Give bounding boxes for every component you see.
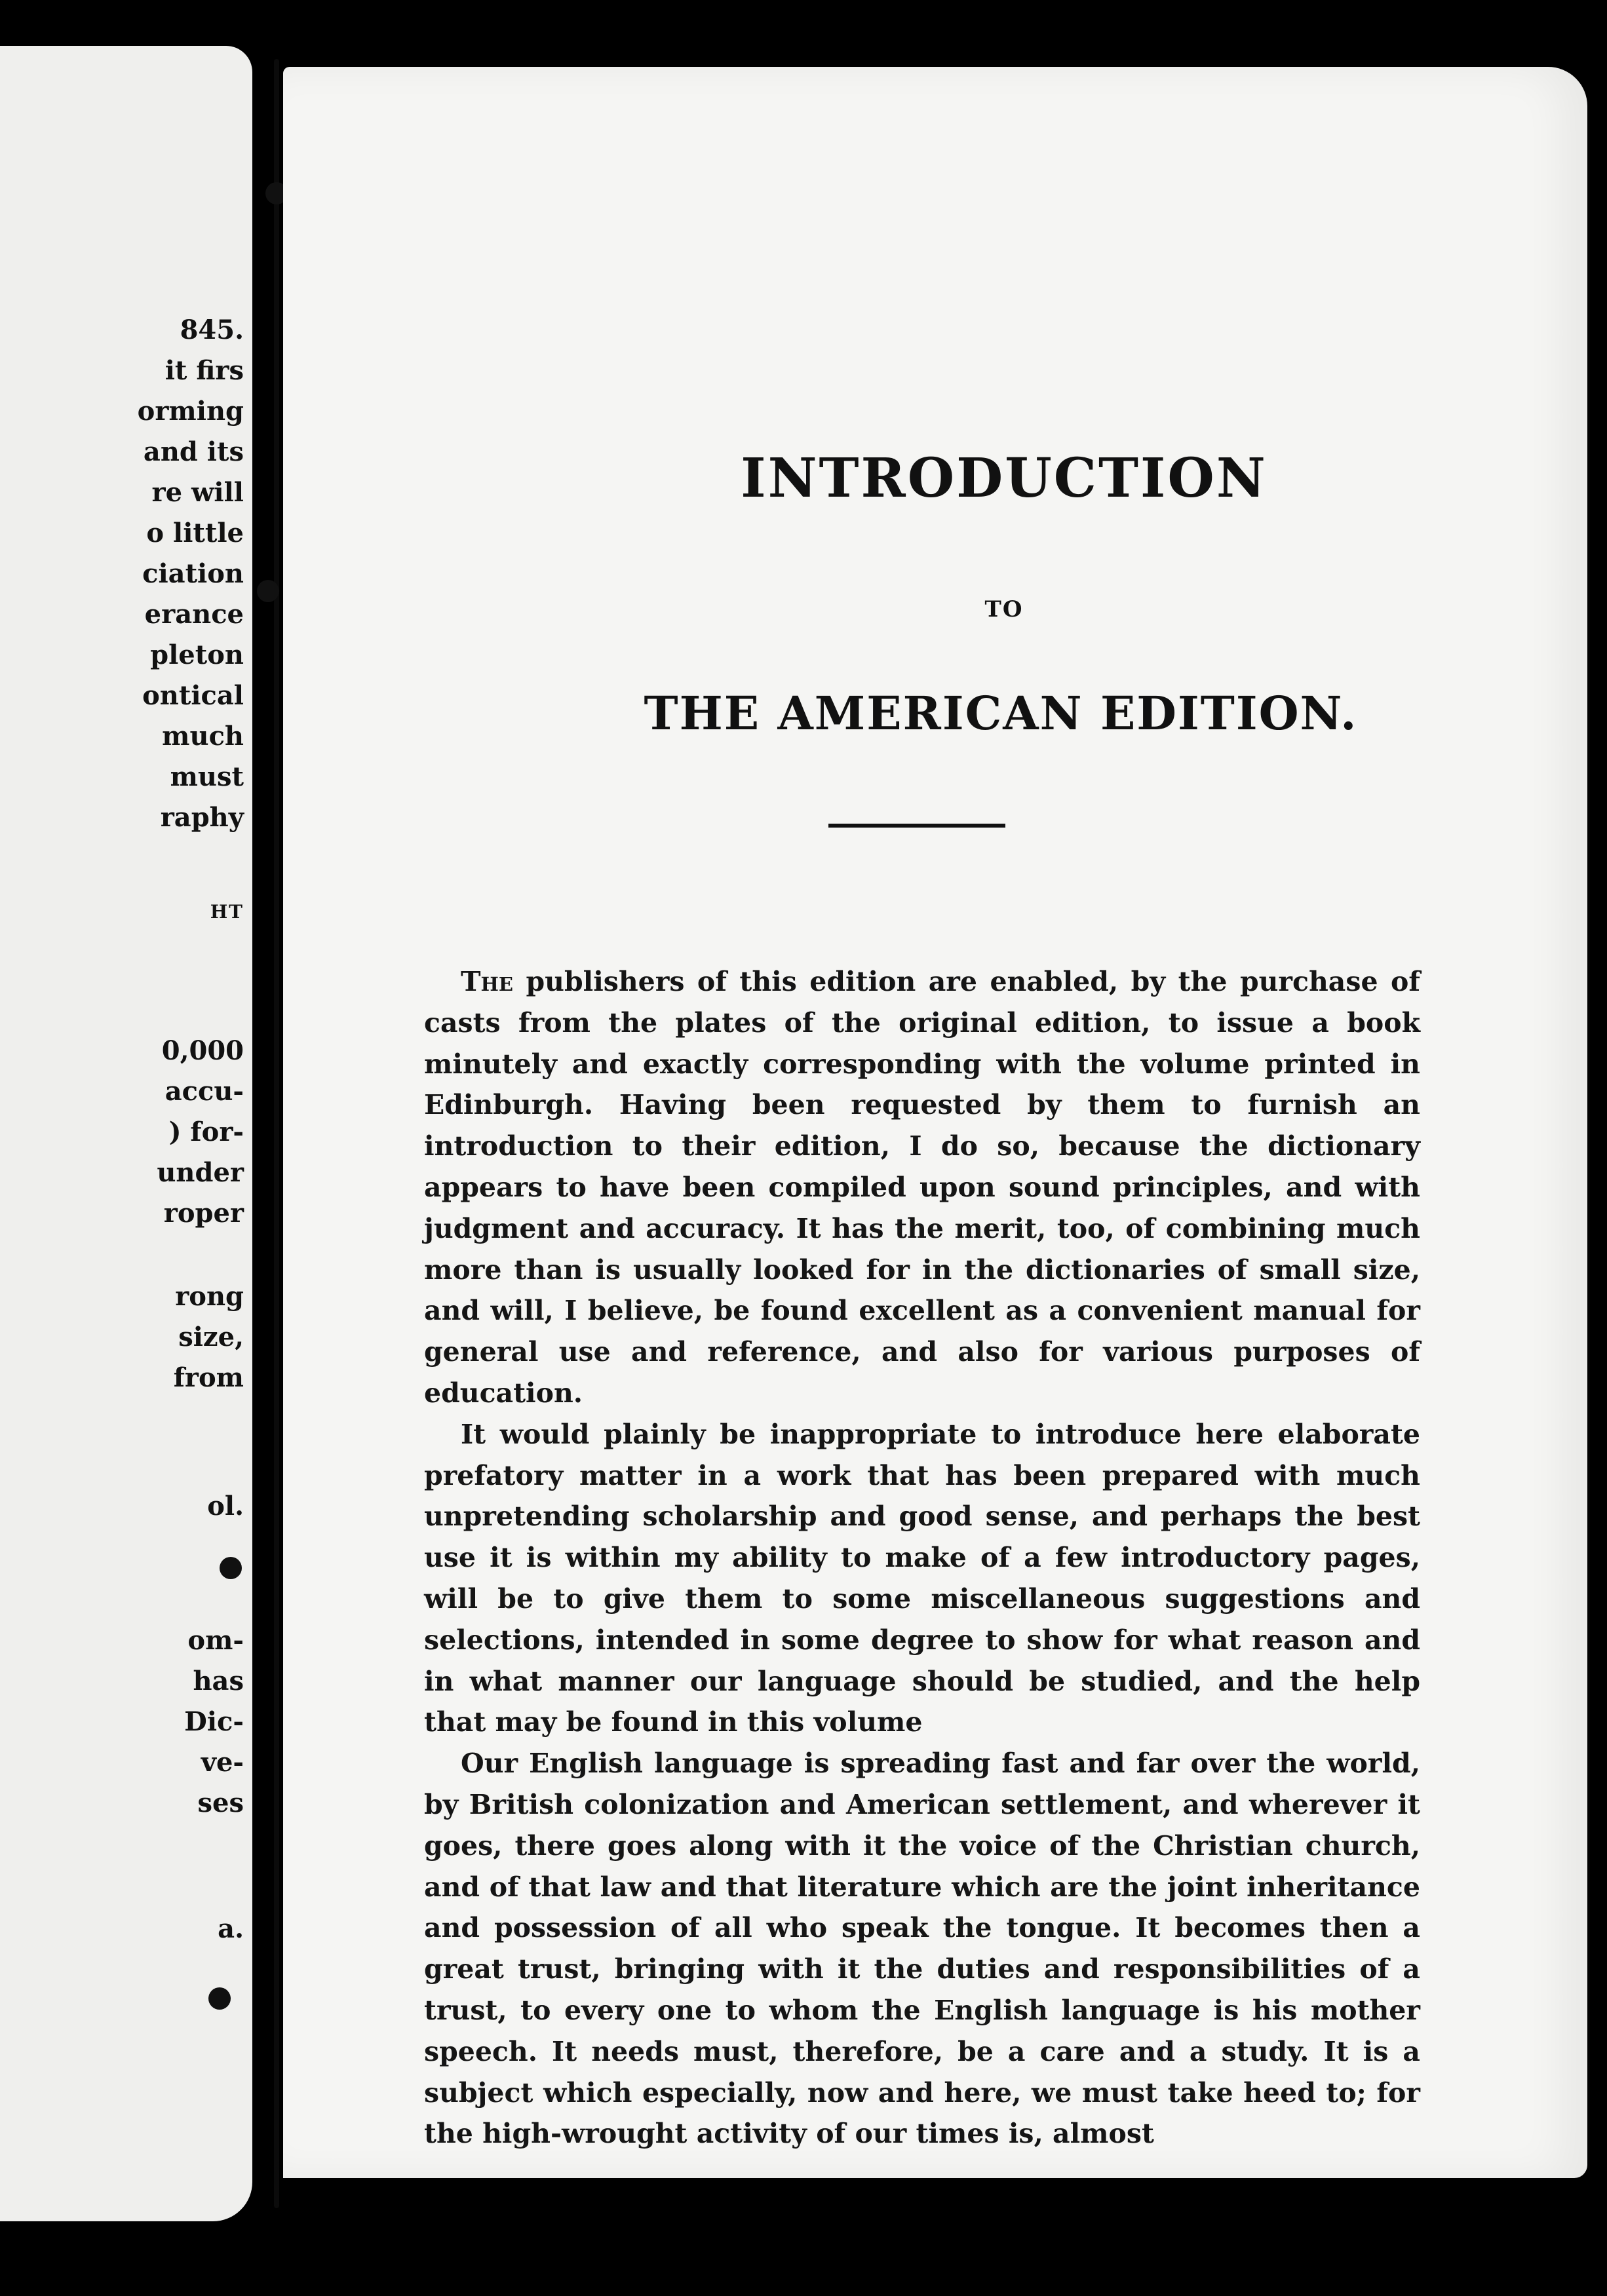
left-fragment: 0,000 — [161, 1035, 244, 1066]
heading-rule — [828, 824, 1005, 828]
left-fragment: much — [162, 721, 244, 752]
left-page — [0, 46, 252, 2221]
left-fragment: a. — [218, 1913, 244, 1944]
paragraph-text: publishers of this edition are enabled, by the purchase of casts from the plates of the original edition, to issue a book minutely and exactly corresponding with the volume printed in Edinburgh. Having been requested by them to furnish an introduction to their edition, I do so, because the dictionary appears to have been compiled upon sound principles, and with judgment and accuracy. It has the merit, too, of combining much more than is usually looked for in the dictionaries of small size, and will, I believe, be found excellent as a convenient manual for general use and reference, and also for various purposes of education. — [424, 966, 1420, 1409]
paragraph-2 — [424, 1414, 1420, 1743]
paragraph-lead: The — [461, 966, 514, 997]
left-fragment: Dic- — [184, 1706, 244, 1737]
left-fragment: rong — [175, 1281, 244, 1312]
paragraph-3 — [424, 1743, 1420, 2154]
left-fragment: from — [173, 1362, 244, 1393]
left-fragment: om- — [187, 1625, 244, 1656]
left-fragment: ) for- — [168, 1117, 244, 1147]
left-fragment: size, — [178, 1322, 244, 1352]
heading-introduction: INTRODUCTION — [741, 447, 1268, 510]
left-fragment: must — [170, 761, 244, 792]
binding-knot — [257, 580, 279, 602]
left-fragment: orming — [137, 396, 244, 427]
paragraph-1 — [424, 961, 1420, 1414]
left-fragment: and its — [143, 436, 244, 467]
book-spine — [274, 59, 279, 2208]
binding-knot — [208, 1987, 231, 2010]
left-fragment: 845. — [180, 315, 244, 345]
paragraph-text: Our English language is spreading fast and far over the world, by British colonization and American settlement, and wherever it goes, there goes along with it the voice of the Christian church, and of that law and that literature which are the joint inheritance and possession of all who speak the tongue. It becomes then a great trust, bringing with it the duties and responsibilities of a trust, to every one to whom the English language is his mother speech. It needs must, therefore, be a care and a study. It is a subject which especially, now and here, we must take heed to; for the high-wrought activity of our times is, almost — [424, 1748, 1420, 2150]
left-fragment: ciation — [142, 558, 244, 589]
left-fragment: ol. — [207, 1491, 244, 1521]
left-fragment: roper — [163, 1198, 244, 1229]
left-fragment: ve- — [201, 1747, 244, 1778]
introduction-body — [424, 961, 1420, 2154]
left-fragment: accu- — [165, 1076, 244, 1107]
heading-edition: THE AMERICAN EDITION. — [644, 686, 1358, 740]
left-fragment: pleton — [150, 640, 244, 670]
left-fragment: it firs — [165, 355, 244, 386]
left-fragment: o little — [146, 518, 244, 548]
left-fragment: raphy — [160, 802, 244, 833]
left-fragment: ses — [197, 1788, 244, 1818]
paragraph-text: It would plainly be inappropriate to introduce here elaborate prefatory matter in a work that has been prepared with much unpretending scholarship and good sense, and perhaps the best use it is within my ability to make of a few introductory pages, will be to give them to some miscellaneous suggestions and selections, intended in some degree to show for what reason and in what manner our language should be studied, and the help that may be found in this volume — [424, 1418, 1420, 1738]
left-fragment: HT — [210, 901, 244, 923]
left-fragment: ontical — [142, 680, 244, 711]
left-fragment: has — [193, 1666, 244, 1696]
left-fragment: erance — [144, 599, 244, 630]
left-fragment: under — [157, 1157, 244, 1188]
left-fragment: re will — [151, 477, 244, 508]
binding-knot — [220, 1557, 242, 1579]
right-page — [283, 67, 1587, 2178]
heading-to: TO — [984, 596, 1024, 622]
